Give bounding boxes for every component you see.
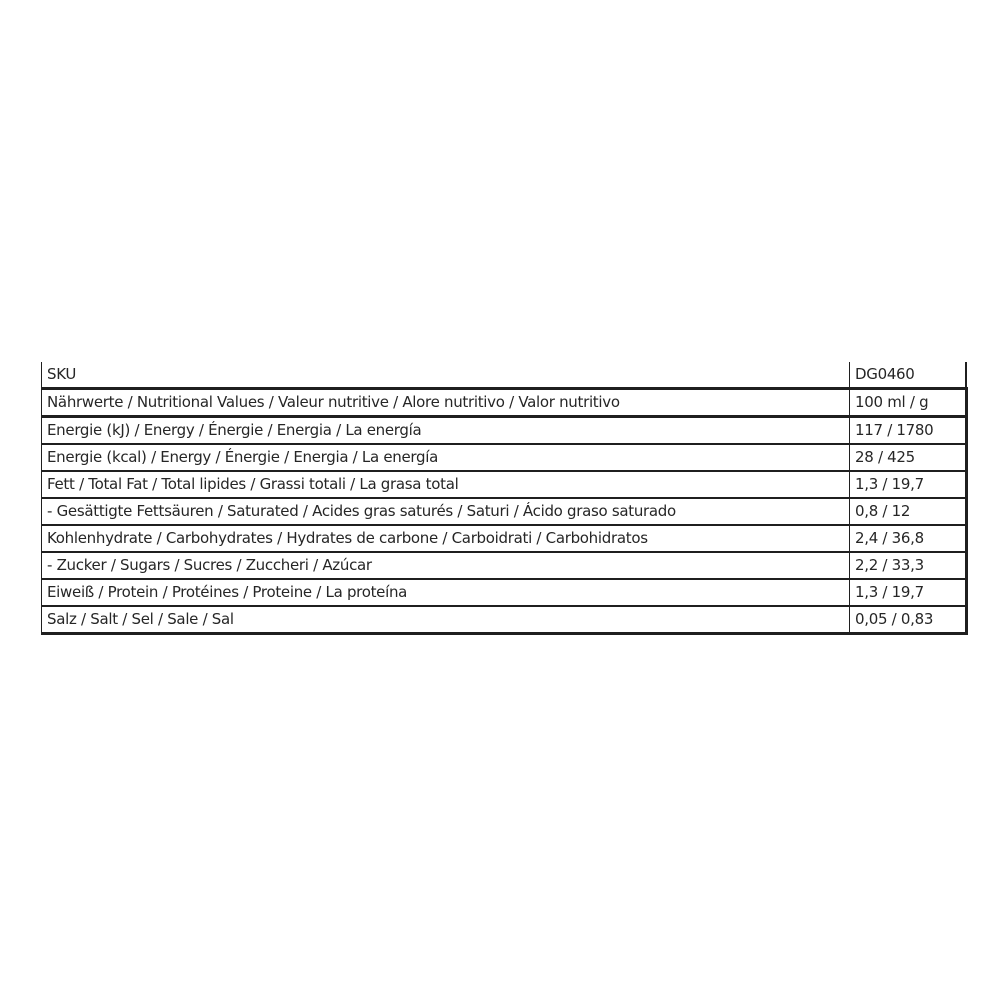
nutrition-header-value: 100 ml / g — [850, 389, 967, 417]
nutrient-value: 2,4 / 36,8 — [850, 525, 967, 552]
nutrient-label: Energie (kJ) / Energy / Énergie / Energia / La energía — [42, 417, 850, 445]
nutrient-value: 117 / 1780 — [850, 417, 967, 445]
table-row — [42, 498, 967, 525]
nutrient-label: Kohlenhydrate / Carbohydrates / Hydrates de carbone / Carboidrati / Carbohidratos — [42, 525, 850, 552]
nutrient-label: Salz / Salt / Sel / Sale / Sal — [42, 606, 850, 634]
nutrient-value: 0,05 / 0,83 — [850, 606, 967, 634]
nutrient-label: - Gesättigte Fettsäuren / Saturated / Acides gras saturés / Saturi / Ácido graso saturado — [42, 498, 850, 525]
table-row — [42, 417, 967, 445]
table-row — [42, 471, 967, 498]
table-row — [42, 606, 967, 634]
table-row — [42, 579, 967, 606]
nutrient-label: Fett / Total Fat / Total lipides / Grassi totali / La grasa total — [42, 471, 850, 498]
nutrient-value: 0,8 / 12 — [850, 498, 967, 525]
table-row — [42, 444, 967, 471]
nutrient-label: Eiweiß / Protein / Protéines / Proteine / La proteína — [42, 579, 850, 606]
nutrient-value: 28 / 425 — [850, 444, 967, 471]
table-row — [42, 552, 967, 579]
nutrition-header-row — [42, 389, 967, 417]
sku-value: DG0460 — [850, 362, 967, 389]
table-row — [42, 525, 967, 552]
nutrient-label: - Zucker / Sugars / Sucres / Zuccheri / Azúcar — [42, 552, 850, 579]
nutrient-label: Energie (kcal) / Energy / Énergie / Energia / La energía — [42, 444, 850, 471]
nutrition-header-label: Nährwerte / Nutritional Values / Valeur nutritive / Alore nutritivo / Valor nutritivo — [42, 389, 850, 417]
sku-row — [42, 362, 967, 389]
sku-label: SKU — [42, 362, 850, 389]
nutrient-value: 1,3 / 19,7 — [850, 579, 967, 606]
nutrient-value: 2,2 / 33,3 — [850, 552, 967, 579]
nutrition-table — [41, 362, 968, 635]
nutrient-value: 1,3 / 19,7 — [850, 471, 967, 498]
